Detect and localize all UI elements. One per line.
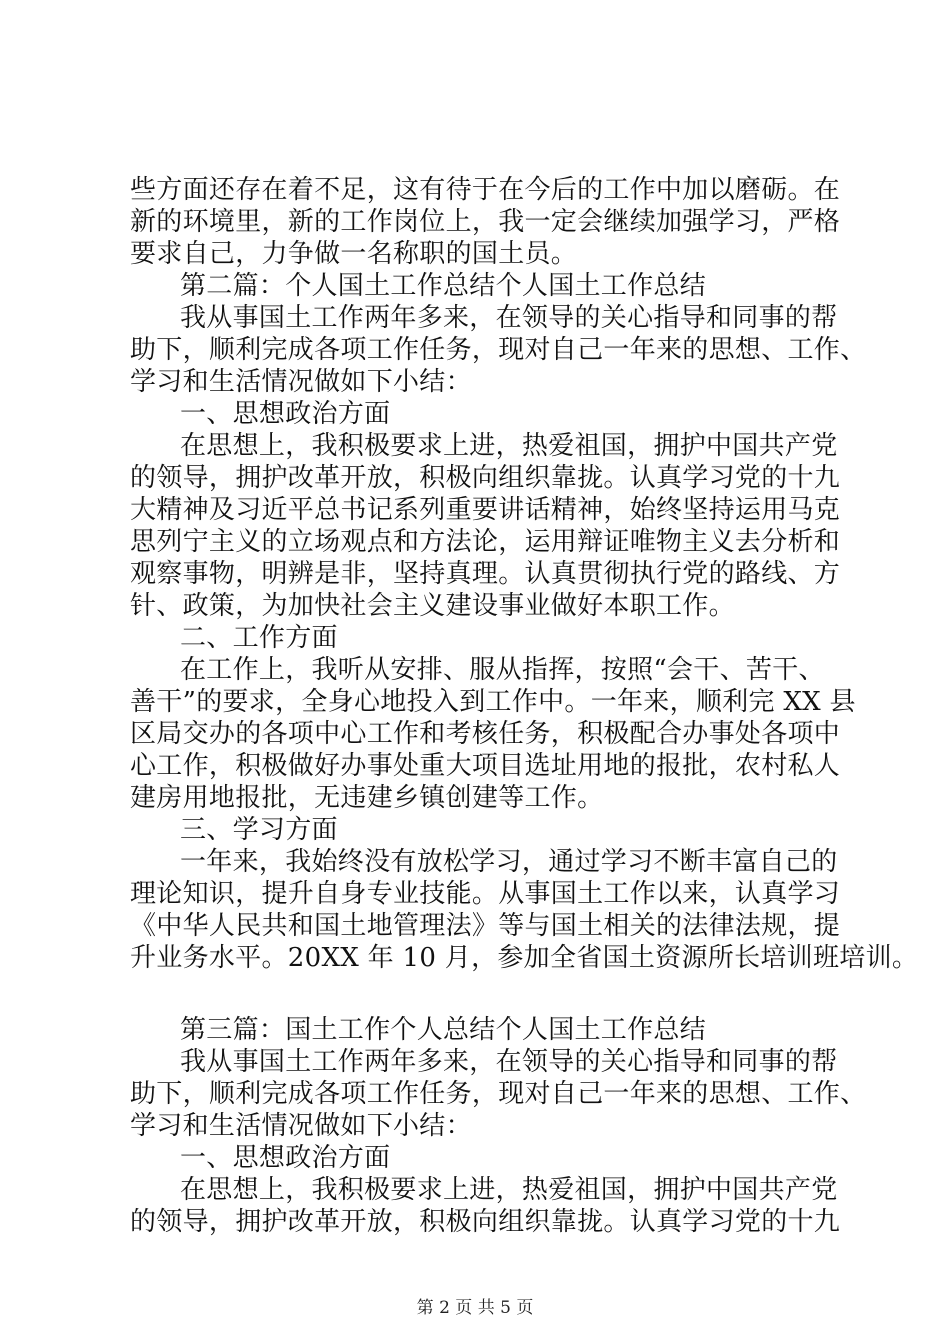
text-line: 观察事物，明辨是非，坚持真理。认真贯彻执行党的路线、方 <box>130 559 841 589</box>
text-line: 在工作上，我听从安排、服从指挥，按照“会干、苦干、 <box>180 655 825 685</box>
subheading: 一、思想政治方面 <box>180 1143 391 1173</box>
text-line: 在思想上，我积极要求上进，热爱祖国，拥护中国共产党 <box>180 1175 838 1205</box>
text-line: 在思想上，我积极要求上进，热爱祖国，拥护中国共产党 <box>180 431 838 461</box>
text-line: 区局交办的各项中心工作和考核任务，积极配合办事处各项中 <box>130 719 841 749</box>
subheading: 三、学习方面 <box>180 815 338 845</box>
text-line: 我从事国土工作两年多来，在领导的关心指导和同事的帮 <box>180 303 838 333</box>
text-line: 理论知识，提升自身专业技能。从事国土工作以来，认真学习 <box>130 879 841 909</box>
page-number-footer: 第 2 页 共 5 页 <box>416 1298 534 1318</box>
text-line: 学习和生活情况做如下小结： <box>130 367 472 397</box>
text-line: 心工作，积极做好办事处重大项目选址用地的报批，农村私人 <box>130 751 841 781</box>
text-line: 《中华人民共和国土地管理法》等与国土相关的法律法规，提 <box>130 911 841 941</box>
text-line: 大精神及习近平总书记系列重要讲话精神，始终坚持运用马克 <box>130 495 841 525</box>
text-line: 我从事国土工作两年多来，在领导的关心指导和同事的帮 <box>180 1047 838 1077</box>
text-line: 针、政策，为加快社会主义建设事业做好本职工作。 <box>130 591 735 621</box>
text-line: 的领导，拥护改革开放，积极向组织靠拢。认真学习党的十九 <box>130 463 841 493</box>
subheading: 一、思想政治方面 <box>180 399 391 429</box>
text-line: 的领导，拥护改革开放，积极向组织靠拢。认真学习党的十九 <box>130 1207 841 1237</box>
text-line: 升业务水平。20XX 年 10 月，参加全省国土资源所长培训班培训。 <box>130 943 919 973</box>
text-line: 助下，顺利完成各项工作任务，现对自己一年来的思想、工作、 <box>130 335 867 365</box>
text-line: 助下，顺利完成各项工作任务，现对自己一年来的思想、工作、 <box>130 1079 867 1109</box>
text-line: 善干”的要求，全身心地投入到工作中。一年来，顺利完 XX 县 <box>130 687 856 717</box>
section-heading-2: 第二篇：个人国土工作总结个人国土工作总结 <box>180 271 707 301</box>
subheading: 二、工作方面 <box>180 623 338 653</box>
text-line: 一年来，我始终没有放松学习，通过学习不断丰富自己的 <box>180 847 838 877</box>
text-line: 些方面还存在着不足，这有待于在今后的工作中加以磨砺。在 <box>130 175 841 205</box>
text-line: 新的环境里，新的工作岗位上，我一定会继续加强学习，严格 <box>130 207 841 237</box>
text-line: 建房用地报批，无违建乡镇创建等工作。 <box>130 783 604 813</box>
section-heading-3: 第三篇：国土工作个人总结个人国土工作总结 <box>180 1015 707 1045</box>
text-line: 要求自己，力争做一名称职的国土员。 <box>130 239 578 269</box>
text-line: 思列宁主义的立场观点和方法论，运用辩证唯物主义去分析和 <box>130 527 841 557</box>
text-line: 学习和生活情况做如下小结： <box>130 1111 472 1141</box>
